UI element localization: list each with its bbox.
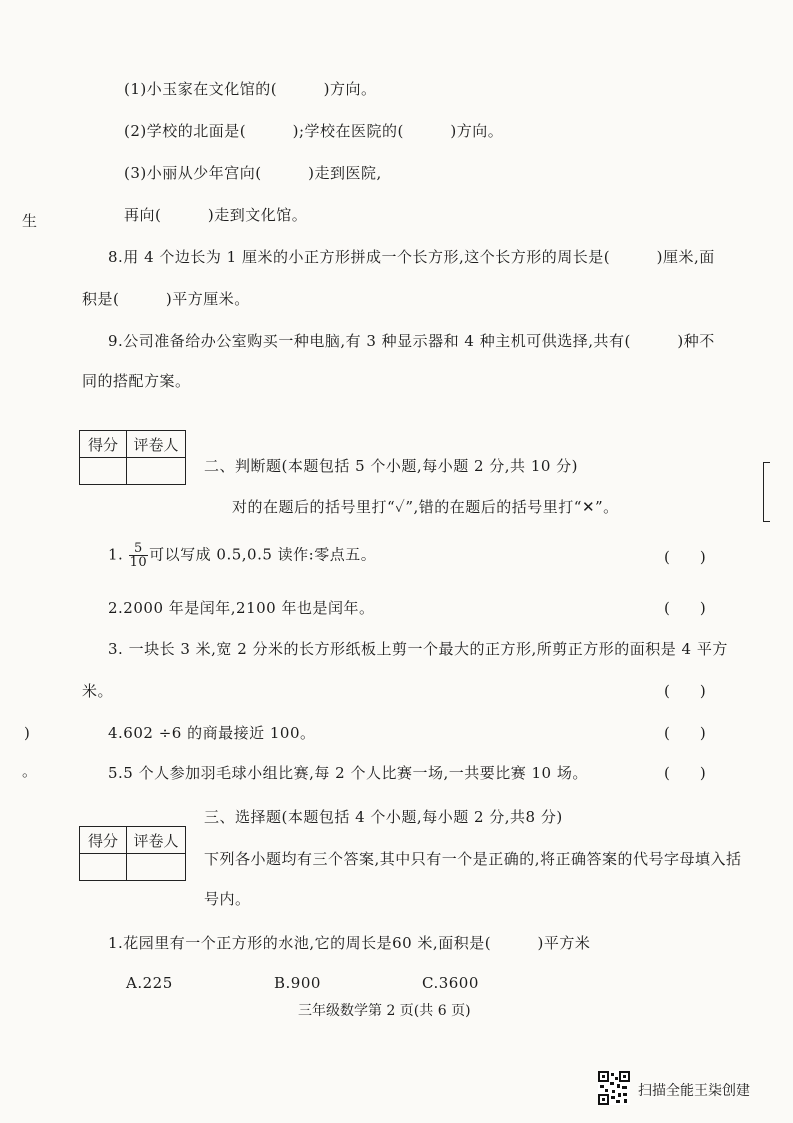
score-box-section3 bbox=[79, 826, 186, 881]
judge-q5: 5.5 个人参加羽毛球小组比赛,每 2 个人比赛一场,一共要比赛 10 场。 bbox=[108, 764, 588, 782]
judge-q5-answer[interactable]: ( ) bbox=[664, 764, 706, 782]
score-cell[interactable] bbox=[80, 854, 127, 881]
judge-q1-number: 1. bbox=[108, 545, 124, 564]
q8-line2: 积是( )平方厘米。 bbox=[82, 290, 250, 308]
grader-label: 评卷人 bbox=[127, 431, 186, 458]
judge-q4-answer[interactable]: ( ) bbox=[664, 724, 706, 742]
score-box-section2 bbox=[79, 430, 186, 485]
choice-q1-option-b[interactable]: B.900 bbox=[274, 974, 321, 992]
choice-q1-option-c[interactable]: C.3600 bbox=[422, 974, 479, 992]
q8-line1: 8.用 4 个边长为 1 厘米的小正方形拼成一个长方形,这个长方形的周长是( )厘米,面 bbox=[108, 248, 715, 266]
score-cell[interactable] bbox=[80, 458, 127, 485]
section3-instruction-line2: 号内。 bbox=[204, 890, 251, 908]
judge-q3-answer[interactable]: ( ) bbox=[664, 682, 706, 700]
score-label: 得分 bbox=[80, 431, 127, 458]
qr-code-icon bbox=[598, 1071, 630, 1105]
page-footer: 三年级数学第 2 页(共 6 页) bbox=[298, 1003, 471, 1019]
grader-cell[interactable] bbox=[127, 458, 186, 485]
judge-q3-line1: 3. 一块长 3 米,宽 2 分米的长方形纸板上剪一个最大的正方形,所剪正方形的面积是 4 平方 bbox=[108, 640, 728, 658]
judge-q1-text: 可以写成 0.5,0.5 读作:零点五。 bbox=[149, 545, 377, 564]
q7-part4: 再向( )走到文化馆。 bbox=[124, 206, 308, 224]
judge-q4: 4.602 ÷6 的商最接近 100。 bbox=[108, 724, 316, 742]
section3-title: 三、选择题(本题包括 4 个小题,每小题 2 分,共8 分) bbox=[204, 808, 563, 826]
grader-cell[interactable] bbox=[127, 854, 186, 881]
margin-mark-3: 。 bbox=[22, 762, 38, 780]
q9-line1: 9.公司准备给办公室购买一种电脑,有 3 种显示器和 4 种主机可供选择,共有( )种不 bbox=[108, 332, 715, 350]
q9-line2: 同的搭配方案。 bbox=[82, 372, 191, 390]
fraction-numerator: 5 bbox=[129, 542, 149, 556]
q7-part3: (3)小丽从少年宫向( )走到医院, bbox=[124, 164, 382, 182]
fraction-five-tenths bbox=[129, 542, 149, 569]
grader-label: 评卷人 bbox=[127, 827, 186, 854]
section2-instruction: 对的在题后的括号里打“✓”,错的在题后的括号里打“✕”。 bbox=[232, 498, 619, 516]
judge-q2-answer[interactable]: ( ) bbox=[664, 599, 706, 617]
judge-q3-line2: 米。 bbox=[82, 682, 114, 700]
fraction-denominator: 10 bbox=[129, 555, 148, 570]
judge-q2: 2.2000 年是闰年,2100 年也是闰年。 bbox=[108, 599, 375, 617]
section3-instruction-line1: 下列各小题均有三个答案,其中只有一个是正确的,将正确答案的代号字母填入括 bbox=[204, 850, 742, 868]
scanner-watermark: 扫描全能王柒创建 bbox=[638, 1083, 750, 1099]
section2-title: 二、判断题(本题包括 5 个小题,每小题 2 分,共 10 分) bbox=[204, 457, 579, 475]
score-label: 得分 bbox=[80, 827, 127, 854]
choice-q1-option-a[interactable]: A.225 bbox=[126, 974, 173, 992]
margin-mark-1: 生 bbox=[22, 212, 38, 230]
q7-part2: (2)学校的北面是( );学校在医院的( )方向。 bbox=[124, 122, 504, 140]
judge-q1 bbox=[108, 542, 376, 569]
right-margin-bracket bbox=[763, 462, 770, 522]
q7-part1: (1)小玉家在文化馆的( )方向。 bbox=[124, 80, 377, 98]
judge-q1-answer[interactable]: ( ) bbox=[664, 548, 706, 566]
choice-q1: 1.花园里有一个正方形的水池,它的周长是60 米,面积是( )平方米 bbox=[108, 934, 591, 952]
margin-mark-2: ) bbox=[24, 724, 30, 742]
